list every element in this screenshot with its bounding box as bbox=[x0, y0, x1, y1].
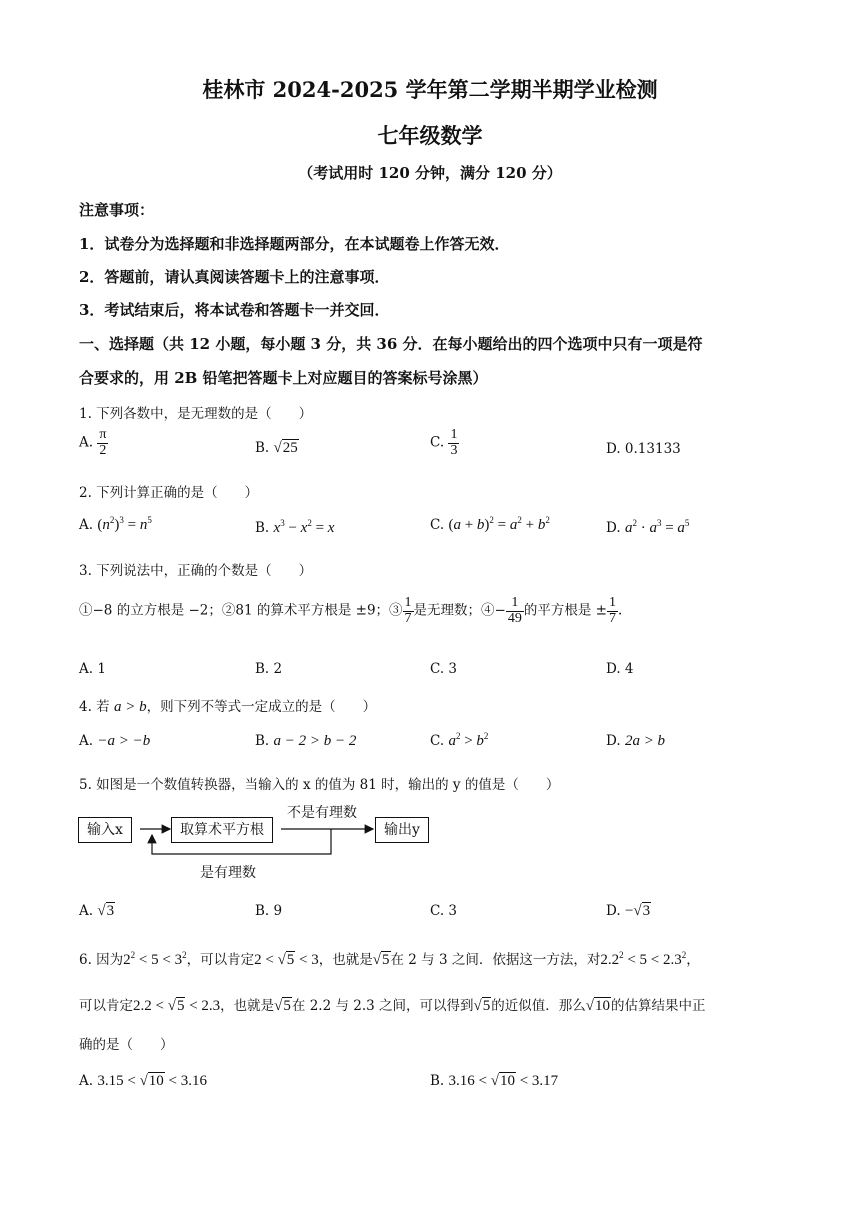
question-1-stem: 1. 下列各数中，是无理数的是（ ） bbox=[79, 406, 313, 422]
question-4-stem: 4. 若 a > b，则下列不等式一定成立的是（ ） bbox=[79, 699, 377, 715]
q2-option-b: B. $x^3 - x^2 = x$ bbox=[255, 518, 335, 536]
q1-a-fraction: $\frac{\pi}{2}$ bbox=[99, 427, 107, 458]
flow-label-is-rational: 是有理数 bbox=[200, 865, 256, 881]
q3-frac-1: $\frac{1}{7}$ bbox=[404, 595, 412, 626]
question-6-line-2: 可以肯定2.2 < √5 < 2.3，也就是√5在 2.2 与 2.3 之间，可以得到√5的近似值．那么√10的估算结果中正 bbox=[79, 998, 706, 1014]
q3-statements: ①−8 的立方根是 −2；②81 的算术平方根是 ±9；③ $\frac{1}{7}$ 是无理数；④− $\frac{1}{49}$ 的平方根是 ± $\frac{1}{7}$ . bbox=[79, 595, 623, 626]
q4-option-a: A. −a > −b bbox=[79, 733, 151, 749]
q5-option-d: D. −√3 bbox=[606, 903, 651, 919]
q3-frac-3: $\frac{1}{7}$ bbox=[608, 595, 616, 626]
q1-option-c: C. $\frac{1}{3}$ bbox=[430, 427, 458, 458]
notice-item-2: 2．答题前，请认真阅读答题卡上的注意事项． bbox=[79, 268, 390, 286]
q3-option-c: C. 3 bbox=[430, 661, 458, 677]
q4-option-d: D. 2a > b bbox=[606, 733, 666, 749]
section-1-heading: 一、选择题（共 12 小题，每小题 3 分，共 36 分．在每小题给出的四个选项中只有一项是符 bbox=[79, 335, 703, 353]
subject-title: 七年级数学 bbox=[377, 123, 483, 148]
flow-label-not-rational: 不是有理数 bbox=[287, 805, 357, 821]
q1-b-sqrt: √25 bbox=[273, 440, 298, 456]
q5-option-a: A. √3 bbox=[79, 903, 115, 919]
question-2-stem: 2. 下列计算正确的是（ ） bbox=[79, 485, 259, 501]
q3-option-a: A. 1 bbox=[79, 661, 106, 677]
q6-option-b: B. 3.16 < √10 < 3.17 bbox=[430, 1073, 559, 1089]
notice-heading: 注意事项： bbox=[79, 201, 155, 219]
q3-option-d: D. 4 bbox=[606, 661, 634, 677]
question-6-line-1: 6. 因为$2^2 < 5 < 3^2$，可以肯定2 < √5 < 3，也就是√5在 2 与 3 之间．依据这一方法，对$2.2^2 < 5 < 2.3^2$， bbox=[79, 950, 700, 968]
flow-input-box: 输入x bbox=[78, 817, 132, 843]
q5-option-b: B. 9 bbox=[255, 903, 283, 919]
q5-option-c: C. 3 bbox=[430, 903, 458, 919]
q2-option-c: C. $(a + b)^2 = a^2 + b^2$ bbox=[430, 515, 550, 533]
section-1-heading-cont: 合要求的，用 2B 铅笔把答题卡上对应题目的答案标号涂黑） bbox=[79, 369, 488, 387]
q4-option-b: B. a − 2 > b − 2 bbox=[255, 733, 357, 749]
q1-option-d: D. 0.13133 bbox=[606, 441, 681, 457]
q2-option-a: A. $(n^2)^3 = n^5$ bbox=[79, 515, 152, 533]
flow-output-box: 输出y bbox=[375, 817, 429, 843]
q1-c-fraction: $\frac{1}{3}$ bbox=[450, 427, 458, 458]
flow-process-box: 取算术平方根 bbox=[171, 817, 273, 843]
exam-title: 桂林市 2024-2025 学年第二学期半期学业检测 bbox=[202, 77, 658, 102]
notice-item-3: 3．考试结束后，将本试卷和答题卡一并交回． bbox=[79, 301, 390, 319]
exam-info: （考试用时 120 分钟，满分 120 分） bbox=[298, 164, 562, 182]
question-3-stem: 3. 下列说法中，正确的个数是（ ） bbox=[79, 563, 313, 579]
q1-option-b: B. √25 bbox=[255, 440, 298, 456]
question-5-stem: 5. 如图是一个数值转换器，当输入的 x 的值为 81 时，输出的 y 的值是（ ） bbox=[79, 777, 560, 793]
q3-option-b: B. 2 bbox=[255, 661, 283, 677]
q1-option-a: A. $\frac{\pi}{2}$ bbox=[79, 427, 107, 458]
q3-frac-2: $\frac{1}{49}$ bbox=[507, 595, 522, 626]
q2-option-d: D. $a^2 \cdot a^3 = a^5$ bbox=[606, 518, 690, 536]
q6-option-a: A. 3.15 < √10 < 3.16 bbox=[79, 1073, 208, 1089]
notice-item-1: 1．试卷分为选择题和非选择题两部分，在本试题卷上作答无效． bbox=[79, 235, 510, 253]
question-6-line-3: 确的是（ ） bbox=[79, 1037, 174, 1053]
q4-option-c: C. $a^2 > b^2$ bbox=[430, 731, 489, 749]
